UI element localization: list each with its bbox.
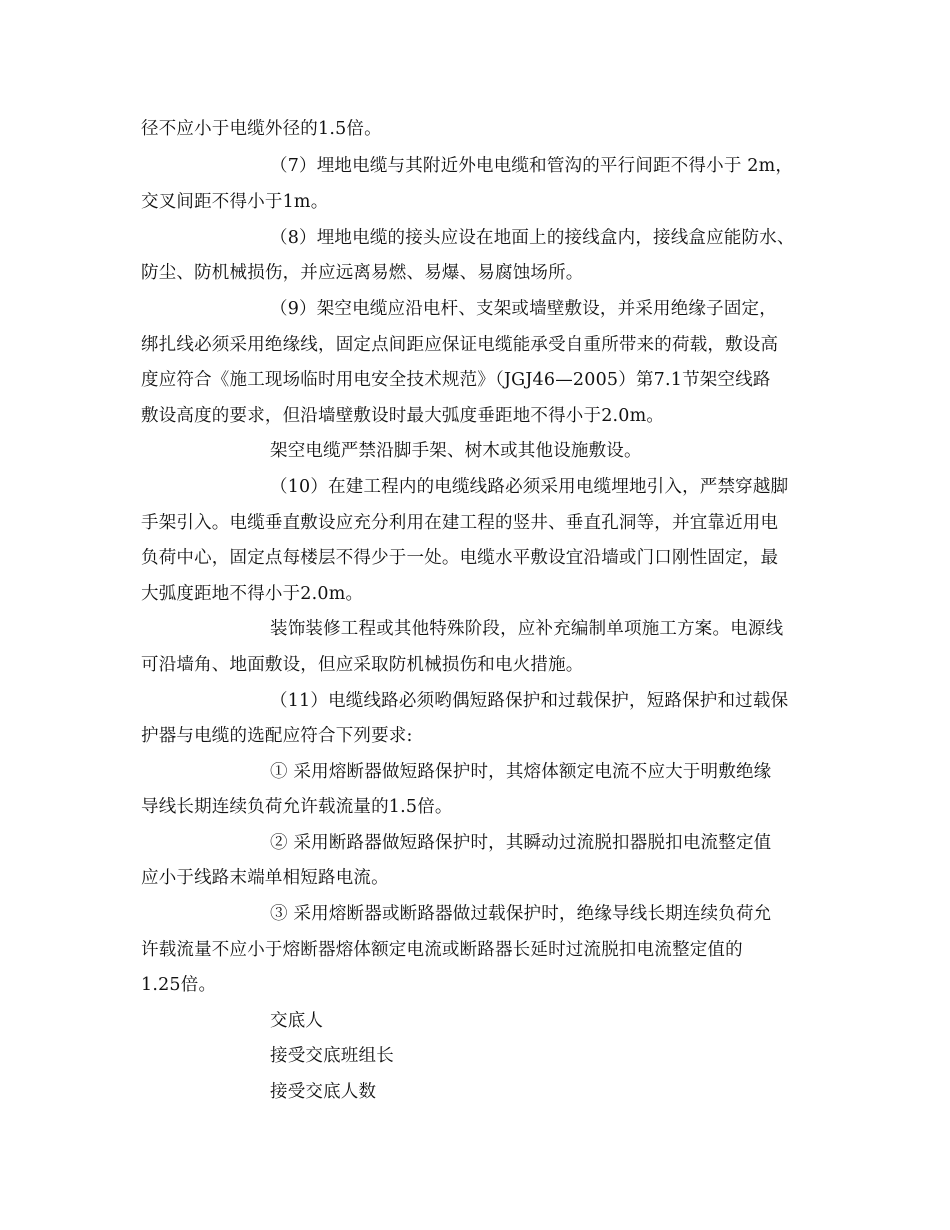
text-line: 敷设高度的要求，但沿墙壁敷设时最大弧度垂距地不得小于2.0m。	[141, 406, 665, 426]
text-line: 负荷中心，固定点每楼层不得少于一处。电缆水平敷设宜沿墙或门口刚性固定，最	[141, 548, 779, 568]
text-line: 大弧度距地不得小于2.0m。	[141, 584, 364, 604]
text-line: ③ 采用熔断器或断路器做过载保护时，绝缘导线长期连续负荷允	[270, 904, 772, 924]
text-line: 度应符合《施工现场临时用电安全技术规范》（JGJ46—2005）第7.1节架空线路	[141, 370, 771, 390]
text-line: 装饰装修工程或其他特殊阶段，应补充编制单项施工方案。电源线	[270, 619, 784, 639]
text-line: （9）架空电缆应沿电杆、支架或墙壁敷设，并采用绝缘子固定，	[270, 299, 777, 319]
text-line: （8）埋地电缆的接头应设在地面上的接线盒内，接线盒应能防水、	[270, 228, 795, 248]
signature-label-attendee-count: 接受交底人数	[270, 1082, 377, 1102]
text-line: 架空电缆严禁沿脚手架、树木或其他设施敷设。	[270, 441, 642, 461]
text-line: 导线长期连续负荷允许载流量的1.5倍。	[141, 797, 453, 817]
text-line: 可沿墙角、地面敷设，但应采取防机械损伤和电火措施。	[141, 655, 584, 675]
text-line: 手架引入。电缆垂直敷设应充分利用在建工程的竖井、垂直孔洞等，并宜靠近用电	[141, 513, 779, 533]
text-line: 许载流量不应小于熔断器熔体额定电流或断路器长延时过流脱扣电流整定值的	[141, 940, 743, 960]
text-line: 防尘、防机械损伤，并应远离易燃、易爆、易腐蚀场所。	[141, 263, 584, 283]
text-line: ② 采用断路器做短路保护时，其瞬动过流脱扣器脱扣电流整定值	[270, 833, 772, 853]
text-line: 交叉间距不得小于1m。	[141, 192, 329, 212]
text-line: ① 采用熔断器做短路保护时，其熔体额定电流不应大于明敷绝缘	[270, 762, 772, 782]
text-line: 绑扎线必须采用绝缘线，固定点间距应保证电缆能承受自重所带来的荷载，敷设高	[141, 335, 779, 355]
signature-label-presenter: 交底人	[270, 1011, 324, 1031]
text-line: 护器与电缆的选配应符合下列要求:	[141, 726, 413, 746]
text-line: 径不应小于电缆外径的1.5倍。	[141, 119, 382, 139]
text-line: （11）电缆线路必须哟偶短路保护和过载保护，短路保护和过载保	[270, 691, 789, 711]
text-line: （7）埋地电缆与其附近外电电缆和管沟的平行间距不得小于 2m，	[270, 156, 794, 176]
text-line: 应小于线路末端单相短路电流。	[141, 868, 389, 888]
signature-label-team-leader: 接受交底班组长	[270, 1046, 394, 1066]
text-line: （10）在建工程内的电缆线路必须采用电缆埋地引入，严禁穿越脚	[270, 477, 789, 497]
text-line: 1.25倍。	[141, 975, 217, 995]
